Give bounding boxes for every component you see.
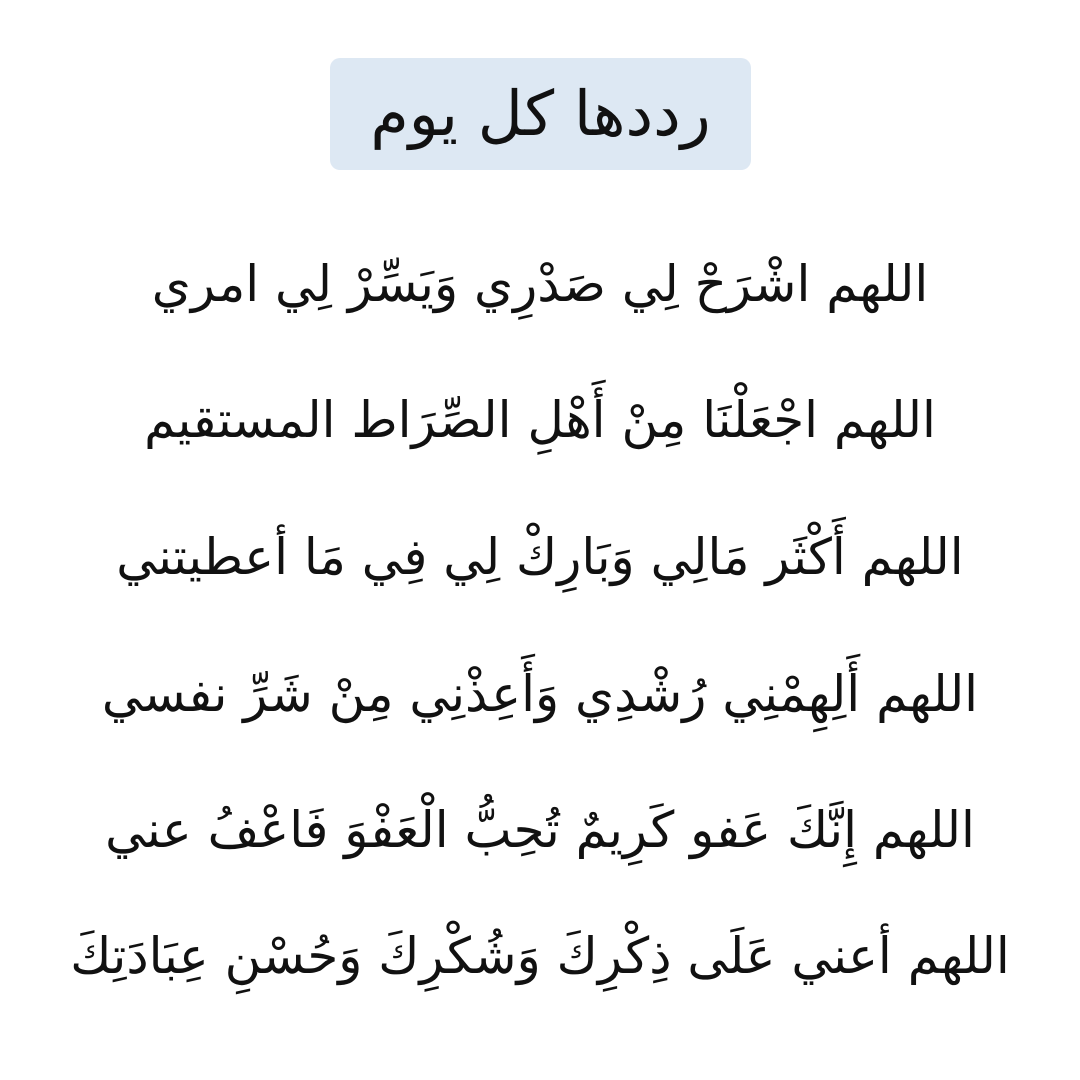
prayer-line: اللهم اجْعَلْنَا مِنْ أَهْلِ الصِّرَاط المستقيم <box>144 391 936 449</box>
page-title: رددها كل يوم <box>370 77 711 150</box>
prayer-line: اللهم أَكْثَر مَالِي وَبَارِكْ لِي فِي مَا أعطيتني <box>116 528 964 586</box>
prayer-line: اللهم اشْرَحْ لِي صَدْرِي وَيَسِّرْ لِي امري <box>151 255 929 313</box>
prayer-line: اللهم أعني عَلَى ذِكْرِكَ وَشُكْرِكَ وَحُسْنِ عِبَادَتِكَ <box>70 927 1010 985</box>
prayer-line: اللهم إِنَّكَ عَفو كَرِيمٌ تُحِبُّ الْعَفْوَ فَاعْفُ عني <box>105 801 975 859</box>
prayer-line: اللهم أَلِهِمْنِي رُشْدِي وَأَعِذْنِي مِنْ شَرِّ نفسي <box>101 665 979 723</box>
